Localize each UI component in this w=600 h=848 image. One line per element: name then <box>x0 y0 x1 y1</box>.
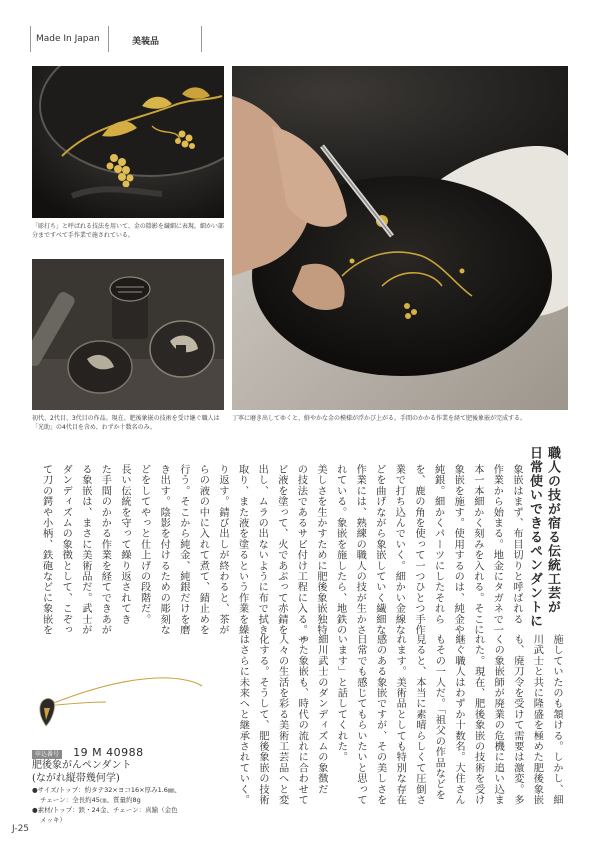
article-column: 象嵌を施す。使用するのは、純金や <box>452 464 464 636</box>
article-column: 象嵌はまず、布目切りと呼ばれる <box>511 464 522 625</box>
pendant-image <box>36 664 206 734</box>
article-column: どをしてやっと仕上げの段階だ。 <box>138 464 150 625</box>
article-column: 川武士と共に隆盛を極めた肥後象嵌 <box>531 634 543 806</box>
article-body-right-block <box>26 464 522 646</box>
article-body-left-block <box>230 634 564 806</box>
article-column: を、鹿の角を使って一つひとつ手作 <box>413 464 424 636</box>
product-name: 肥後象がんペンダント <box>32 760 132 771</box>
article-column: ビ液を塗って、火であぶって赤錆を <box>275 464 287 636</box>
article-column: 日常でも感じてもらいたいと思って <box>355 634 366 806</box>
header-category: 美装品 <box>132 37 160 47</box>
craftsman-hand-image <box>232 66 568 410</box>
article-title-line-1: 職人の技が宿る伝統工芸が <box>545 446 560 614</box>
article-column: る象嵌は、まさに美術品だ。武士が <box>79 464 91 636</box>
article-column: どを曲げながら象嵌していく繊細な <box>373 464 385 636</box>
photo-three-works <box>32 259 224 410</box>
caption-three-works: 初代、2代目、3代目の作品。現在、肥後象嵌の技術を受け継ぐ職人は「光助」の4代目を含め、わずか十数名のみ。 <box>32 415 220 431</box>
article-column: った象嵌も、時代の流れに合わせて <box>296 634 308 806</box>
article-column: 人々の生活を彩る美術工芸品へと変 <box>276 634 288 806</box>
grapevine-inlay-image <box>32 66 224 218</box>
article-column: 化する。そうして、肥後象嵌の技術 <box>257 634 268 806</box>
article-column: もその一人だ。「祖父の作品などを <box>433 634 445 801</box>
article-column: 感のある象嵌ですが、その美しさを <box>374 634 386 806</box>
article-title-line-2: 日常使いできるペンダントに <box>527 446 542 628</box>
article-column: 見ると、本当に素晴らしくて圧倒さ <box>413 634 425 806</box>
article-column: 長い伝統を守って繰り返されてき <box>119 464 130 625</box>
three-works-image <box>32 259 224 410</box>
article-column: れます。美術品としても特別な存在 <box>394 634 406 806</box>
product-subname: (ながれ縦帯幾何学) <box>32 773 120 784</box>
caption-craftsman: 丁寧に磨き出してゆくと、鮮やかな金の模様が浮かび上がる。手間のかかる作業を経て肥後象嵌が完成する。 <box>232 415 527 422</box>
article-column: も、廃刀令を受けて需要は激変。多 <box>511 634 523 806</box>
product-number-label: 申込番号 <box>32 750 62 759</box>
article-column: 本一本細かく刻みを入れる。そこに <box>471 464 483 636</box>
article-column: 細川武士のダンディズムの象徴だ <box>315 634 327 795</box>
article-column: き出す。陰影を付けるための彫刻な <box>158 464 170 636</box>
caption-grapevine: 「彫打ち」と呼ばれる技法を用いて、金の陰影を繊細に表現。細かい部分まですべて手作業で施されている。 <box>32 223 224 239</box>
article-column: 作業には、熟練の職人の技が生かさ <box>354 464 366 636</box>
article-column: 取り、また液を塗るという作業を繰 <box>236 464 248 636</box>
article-column: くの象嵌師が廃業の危機に追い込ま <box>492 634 504 806</box>
photo-craftsman-hand <box>232 66 568 410</box>
article-column: 行う。そこから純金、純銀だけを磨 <box>177 464 189 636</box>
product-number: 19 M 40988 <box>73 746 144 759</box>
header-divider <box>108 26 109 52</box>
product-spec-1: ●サイズ/トップ：約タテ32×ヨコ16×厚み1.6㎜、 <box>32 786 181 794</box>
article-column: 継ぐ職人はわずか十数名。大住さん <box>453 634 464 806</box>
article-column: らの液の中に入れて煮て、錆止めを <box>197 464 209 636</box>
article-column: はさらに未来へと継承されていく。 <box>237 634 249 806</box>
article-column: 出し、ムラの出ないように布で拭き <box>256 464 268 636</box>
article-column: ダンディズムの象徴として、こぞっ <box>60 464 72 636</box>
photo-grapevine-inlay <box>32 66 224 218</box>
article-column: 美しさを生かすために肥後象嵌独特 <box>315 464 326 636</box>
article-column: 施していたのも頷ける。しかし、細 <box>551 634 562 806</box>
article-column: れている。象嵌を施したら、地鉄の <box>334 464 346 636</box>
product-spec-4: メッキ） <box>40 816 66 824</box>
article-column: て刀の鍔や小柄、鉄砲などに象嵌を <box>40 464 52 636</box>
article-column: の技法であるサビ付け工程に入る。サ <box>295 464 307 646</box>
article-column: 作業から始まる。地金にタガネで一 <box>491 464 503 636</box>
page-number: J-25 <box>12 824 30 834</box>
article-column: れた。現在、肥後象嵌の技術を受け <box>472 634 484 806</box>
article-column: り返す。錆び出しが終わると、茶が <box>217 464 228 636</box>
article-column: 純銀。細かくパーツにしたそれら <box>432 464 444 625</box>
product-spec-2: チェーン：全長約45㎝、質量約8g <box>40 796 141 804</box>
product-spec-3: ●素材/トップ：鉄・24金、チェーン：真鍮（金色 <box>32 806 178 814</box>
article-column: います」と話してくれた。 <box>335 634 347 763</box>
header-brand: Made In Japan <box>36 34 100 44</box>
article-column: た手間のかかる作業を経てできあが <box>99 464 111 636</box>
pendant-icon <box>36 664 206 734</box>
article-column: 業で打ち込んでいく。細かい金線な <box>393 464 405 636</box>
product-number-row <box>32 741 210 759</box>
